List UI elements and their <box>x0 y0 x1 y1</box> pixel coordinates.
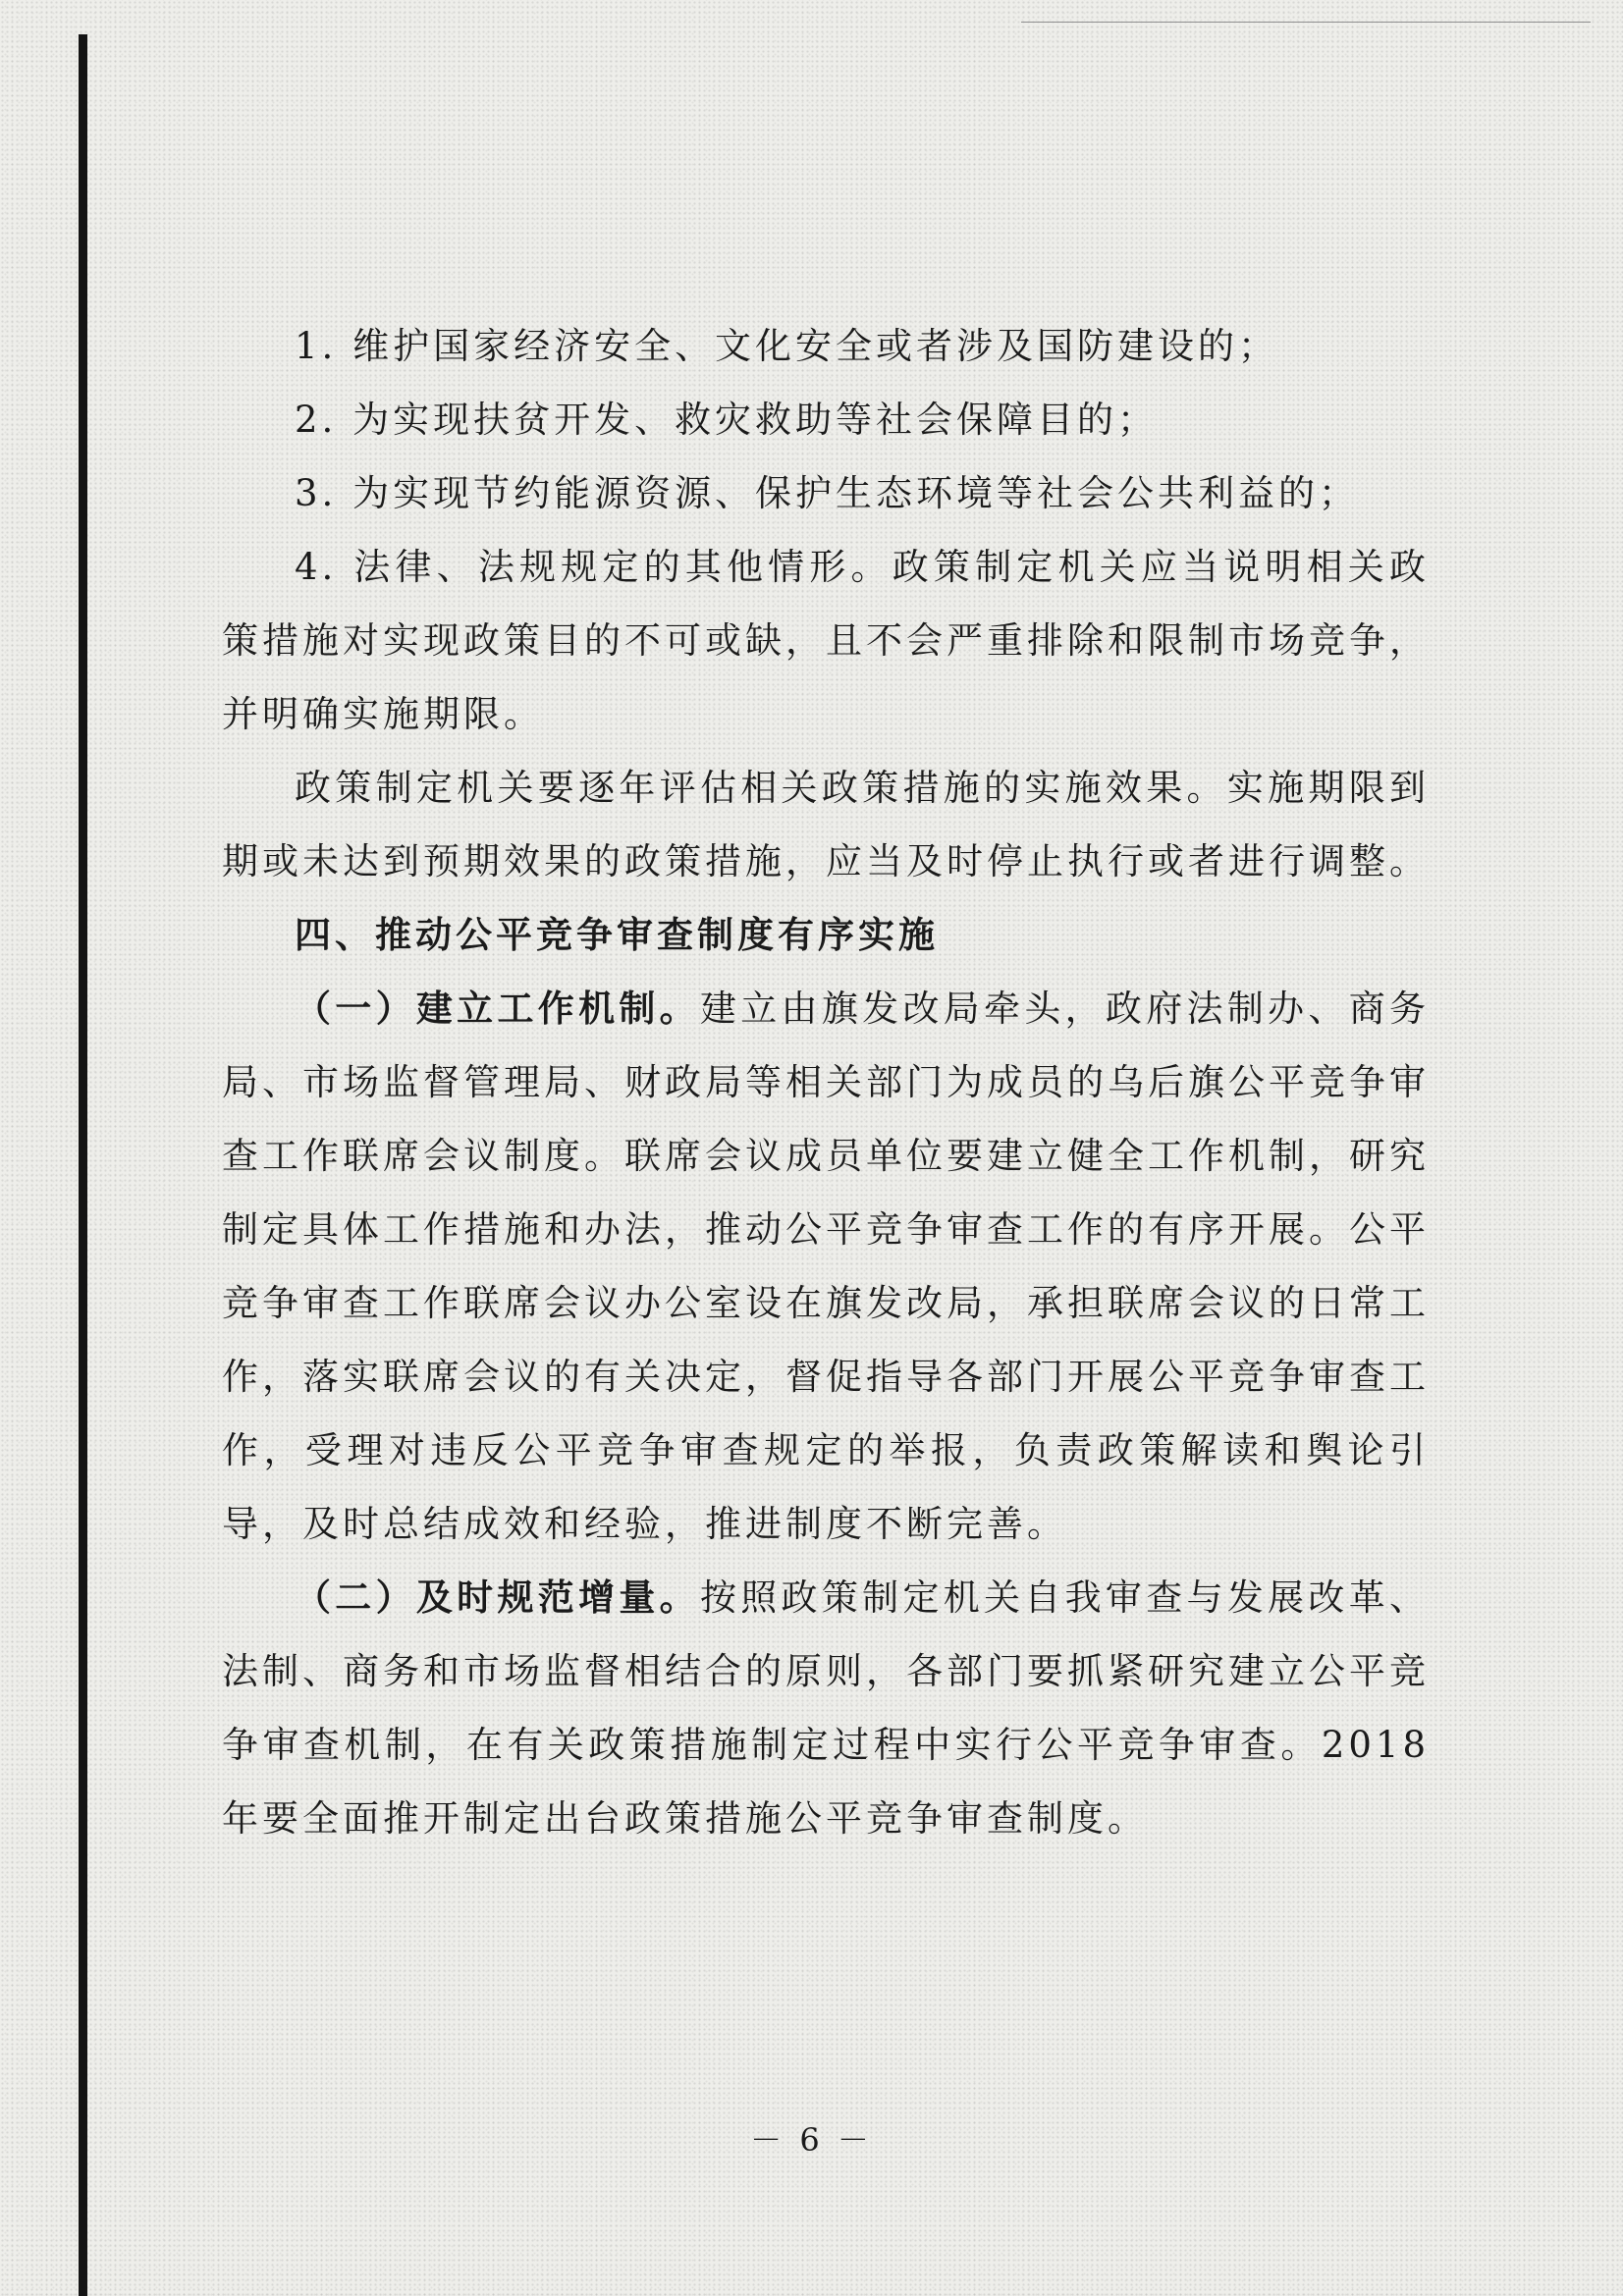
subsection-1-paragraph <box>222 972 1430 1561</box>
paragraph-item-3: 3. 为实现节约能源资源、保护生态环境等社会公共利益的； <box>295 472 1360 514</box>
subsection-2-title: （二）及时规范增量。 <box>295 1575 700 1619</box>
subsection-2-text: 按照政策制定机关自我审查与发展改革、法制、商务和市场监督相结合的原则，各部门要抓紧研究建立公平竞争审查机制，在有关政策措施制定过程中实行公平竞争审查。2018年要全面推开制定出台政策措施公平竞争审查制度。 <box>222 1576 1431 1840</box>
paragraph-item-1: 1. 维护国家经济安全、文化安全或者涉及国防建设的； <box>295 325 1279 367</box>
paragraph-item-4: 4. 法律、法规规定的其他情形。政策制定机关应当说明相关政策措施对实现政策目的不可或缺，且不会严重排除和限制市场竞争，并明确实施期限。 <box>222 546 1430 735</box>
subsection-1-title: （一）建立工作机制。 <box>295 987 700 1030</box>
subsection-2-paragraph <box>222 1561 1430 1855</box>
paragraph-item-2: 2. 为实现扶贫开发、救灾救助等社会保障目的； <box>295 399 1159 441</box>
document-body <box>222 309 1430 1855</box>
paragraph-evaluation: 政策制定机关要逐年评估相关政策措施的实施效果。实施期限到期或未达到预期效果的政策措施，应当及时停止执行或者进行调整。 <box>222 767 1430 882</box>
page-number: － 6 － <box>750 2121 873 2159</box>
subsection-1-text: 建立由旗发改局牵头，政府法制办、商务局、市场监督管理局、财政局等相关部门为成员的乌后旗公平竞争审查工作联席会议制度。联席会议成员单位要建立健全工作机制，研究制定具体工作措施和办法，推动公平竞争审查工作的有序开展。公平竞争审查工作联席会议办公室设在旗发改局，承担联席会议的日常工作，落实联席会议的有关决定，督促指导各部门开展公平竞争审查工作，受理对违反公平竞争审查规定的举报，负责政策解读和舆论引导，及时总结成效和经验，推进制度不断完善。 <box>222 988 1431 1545</box>
scan-top-rule <box>1021 22 1591 23</box>
section-heading: 四、推动公平竞争审查制度有序实施 <box>295 913 939 956</box>
scan-binding-edge <box>79 34 87 2296</box>
